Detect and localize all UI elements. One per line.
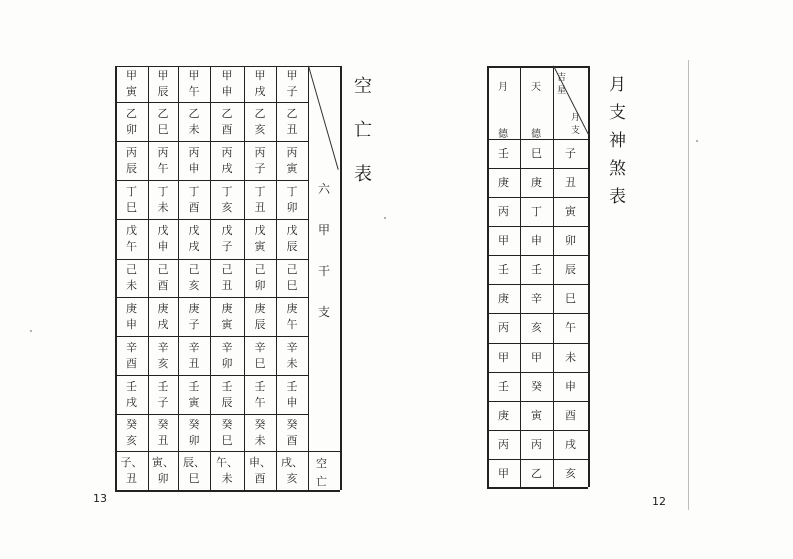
- kongwang-cell: 子、 丑: [120, 455, 143, 485]
- header-jixing-char: 吉: [557, 73, 567, 83]
- tiande-cell: 巳: [531, 146, 542, 160]
- cycle-cell: 己 丑: [221, 263, 233, 292]
- tiande-cell: 甲: [531, 350, 542, 364]
- tiande-cell: 寅: [531, 408, 542, 422]
- cycle-cell: 丙 戌: [221, 145, 233, 175]
- zhi-cell: 未: [565, 350, 576, 364]
- cycle-cell: 辛 亥: [157, 340, 169, 370]
- cycle-cell: 庚 辰: [254, 301, 266, 331]
- header-yuede: [498, 78, 508, 140]
- table-rule: [588, 66, 590, 487]
- cycle-cell: 甲 寅: [126, 69, 137, 98]
- scan-speck: [30, 330, 32, 332]
- cycle-cell: 癸 卯: [188, 417, 200, 447]
- column-header: [318, 180, 330, 320]
- yuede-cell: 壬: [498, 262, 509, 276]
- kongwang-label: [316, 455, 327, 489]
- zhi-cell: 丑: [565, 175, 576, 189]
- cycle-cell: 丙 午: [157, 145, 169, 175]
- kongwang-cell: 辰、 巳: [183, 455, 205, 485]
- cycle-cell: 丙 寅: [286, 145, 298, 175]
- cycle-cell: 戊 子: [221, 224, 233, 253]
- column-header-char: 支: [318, 305, 331, 319]
- tiande-cell: 庚: [531, 175, 542, 189]
- cycle-cell: 辛 巳: [254, 340, 266, 370]
- page-title-char: 煞: [609, 159, 626, 179]
- cycle-cell: 己 酉: [157, 263, 169, 292]
- page-title-char: 表: [354, 164, 372, 185]
- cycle-cell: 癸 丑: [157, 417, 169, 447]
- cycle-cell: 甲 子: [286, 69, 298, 98]
- yuede-cell: 壬: [498, 146, 509, 160]
- yuede-cell: 甲: [498, 233, 509, 247]
- tiande-cell: 丙: [531, 437, 542, 451]
- yuede-cell: 丙: [498, 204, 509, 218]
- kongwang-cell: 申、 酉: [249, 455, 271, 485]
- kongwang-cell: 午、 未: [216, 455, 238, 485]
- tiande-cell: 丁: [531, 204, 542, 218]
- header-tiande: [531, 78, 541, 140]
- header-yuede-char: 月: [498, 82, 508, 93]
- cycle-cell: 甲 辰: [157, 69, 169, 98]
- column-header-char: 六: [318, 182, 331, 196]
- yuede-cell: 庚: [498, 291, 509, 305]
- cycle-cell: 癸 亥: [126, 417, 137, 447]
- cycle-cell: 辛 卯: [221, 340, 233, 370]
- header-yuezhi-char: 月: [571, 113, 581, 123]
- page-title-char: 表: [609, 187, 626, 207]
- zhi-cell: 酉: [565, 408, 576, 422]
- kongwang-label-char: 亡: [316, 475, 327, 488]
- zhi-cell: 午: [565, 320, 576, 334]
- page-title-char: 空: [354, 76, 372, 97]
- zhi-cell: 亥: [565, 466, 576, 480]
- page-title-char: 月: [609, 75, 626, 95]
- column-header-char: 干: [318, 264, 331, 278]
- zhi-cell: 辰: [565, 262, 576, 276]
- cycle-cell: 己 巳: [286, 263, 298, 292]
- cycle-cell: 丙 辰: [126, 145, 137, 175]
- cycle-cell: 辛 未: [286, 340, 298, 370]
- tiande-cell: 亥: [531, 320, 542, 334]
- header-diagonal: [308, 66, 339, 170]
- scan-speck: [384, 217, 386, 219]
- yuede-cell: 丙: [498, 437, 509, 451]
- cycle-cell: 庚 寅: [221, 301, 233, 331]
- cycle-cell: 己 未: [126, 263, 137, 292]
- table-rule: [308, 66, 309, 490]
- left-page-number: 13: [93, 492, 107, 505]
- table-rule: [340, 66, 342, 490]
- cycle-cell: 戊 午: [126, 224, 137, 253]
- cycle-cell: 丁 未: [157, 184, 169, 214]
- table-rule: [487, 66, 588, 68]
- kongwang-cell: 寅、 卯: [152, 455, 174, 485]
- yuede-cell: 庚: [498, 175, 509, 189]
- column-header-char: 甲: [318, 223, 331, 237]
- tiande-cell: 申: [531, 233, 542, 247]
- yuede-cell: 甲: [498, 466, 509, 480]
- cycle-cell: 丙 申: [188, 145, 200, 175]
- cycle-cell: 丁 丑: [254, 184, 266, 214]
- page-title: [609, 70, 626, 207]
- tiande-cell: 壬: [531, 262, 542, 276]
- cycle-cell: 壬 申: [286, 379, 298, 409]
- yuede-cell: 壬: [498, 379, 509, 393]
- cycle-cell: 壬 子: [157, 379, 169, 409]
- cycle-cell: 丁 卯: [286, 184, 298, 214]
- cycle-cell: 乙 亥: [254, 106, 266, 136]
- zhi-cell: 子: [565, 146, 576, 160]
- header-tiande-char: 天: [531, 82, 541, 93]
- cycle-cell: 戊 寅: [254, 224, 266, 253]
- zhi-cell: 戌: [565, 437, 576, 451]
- cycle-cell: 丙 子: [254, 145, 266, 175]
- page-title-char: 神: [609, 131, 626, 151]
- scan-speck: [696, 140, 698, 142]
- yuede-cell: 丙: [498, 320, 509, 334]
- page-title: [354, 72, 372, 186]
- tiande-cell: 辛: [531, 291, 542, 305]
- zhi-cell: 寅: [565, 204, 576, 218]
- zhi-cell: 卯: [565, 233, 576, 247]
- cycle-cell: 丁 酉: [188, 184, 200, 214]
- cycle-cell: 丁 巳: [126, 184, 137, 214]
- header-jixing-char: 星: [557, 86, 567, 96]
- zhi-cell: 申: [565, 379, 576, 393]
- header-yuede-char: 德: [498, 129, 508, 140]
- tiande-cell: 乙: [531, 466, 542, 480]
- header-yuezhi: [571, 110, 580, 136]
- kongwang-cell: 戌、 亥: [281, 455, 303, 485]
- cycle-cell: 丁 亥: [221, 184, 233, 214]
- cycle-cell: 庚 戌: [157, 301, 169, 331]
- yuede-cell: 庚: [498, 408, 509, 422]
- binding-edge: [688, 60, 689, 510]
- cycle-cell: 乙 酉: [221, 106, 233, 136]
- cycle-cell: 戊 戌: [188, 224, 200, 253]
- cycle-cell: 庚 午: [286, 301, 298, 331]
- cycle-cell: 戊 申: [157, 224, 169, 253]
- cycle-cell: 壬 午: [254, 379, 266, 409]
- cycle-cell: 甲 申: [221, 69, 233, 98]
- cycle-cell: 壬 辰: [221, 379, 233, 409]
- header-tiande-char: 德: [531, 129, 541, 140]
- cycle-cell: 己 亥: [188, 263, 200, 292]
- page-title-char: 亡: [354, 120, 372, 141]
- cycle-cell: 己 卯: [254, 263, 266, 292]
- cycle-cell: 庚 申: [126, 301, 137, 331]
- cycle-cell: 甲 午: [188, 69, 200, 98]
- cycle-cell: 癸 酉: [286, 417, 298, 447]
- header-jixing: [557, 70, 566, 96]
- cycle-cell: 壬 寅: [188, 379, 200, 409]
- cycle-cell: 戊 辰: [286, 224, 298, 253]
- cycle-cell: 癸 未: [254, 417, 266, 447]
- cycle-cell: 壬 戌: [126, 379, 137, 409]
- cycle-cell: 庚 子: [188, 301, 200, 331]
- tiande-cell: 癸: [531, 379, 542, 393]
- cycle-cell: 辛 酉: [126, 340, 137, 370]
- kongwang-label-char: 空: [316, 457, 327, 470]
- cycle-cell: 癸 巳: [221, 417, 233, 447]
- cycle-cell: 乙 未: [188, 106, 200, 136]
- cycle-cell: 乙 丑: [286, 106, 298, 136]
- table-rule: [115, 490, 340, 492]
- page-title-char: 支: [609, 103, 626, 123]
- right-page-number: 12: [652, 495, 666, 508]
- cycle-cell: 乙 巳: [157, 106, 169, 136]
- header-yuezhi-char: 支: [571, 126, 581, 136]
- zhi-cell: 巳: [565, 291, 576, 305]
- yuede-cell: 甲: [498, 350, 509, 364]
- cycle-cell: 甲 戌: [254, 69, 266, 98]
- cycle-cell: 乙 卯: [126, 106, 137, 136]
- cycle-cell: 辛 丑: [188, 340, 200, 370]
